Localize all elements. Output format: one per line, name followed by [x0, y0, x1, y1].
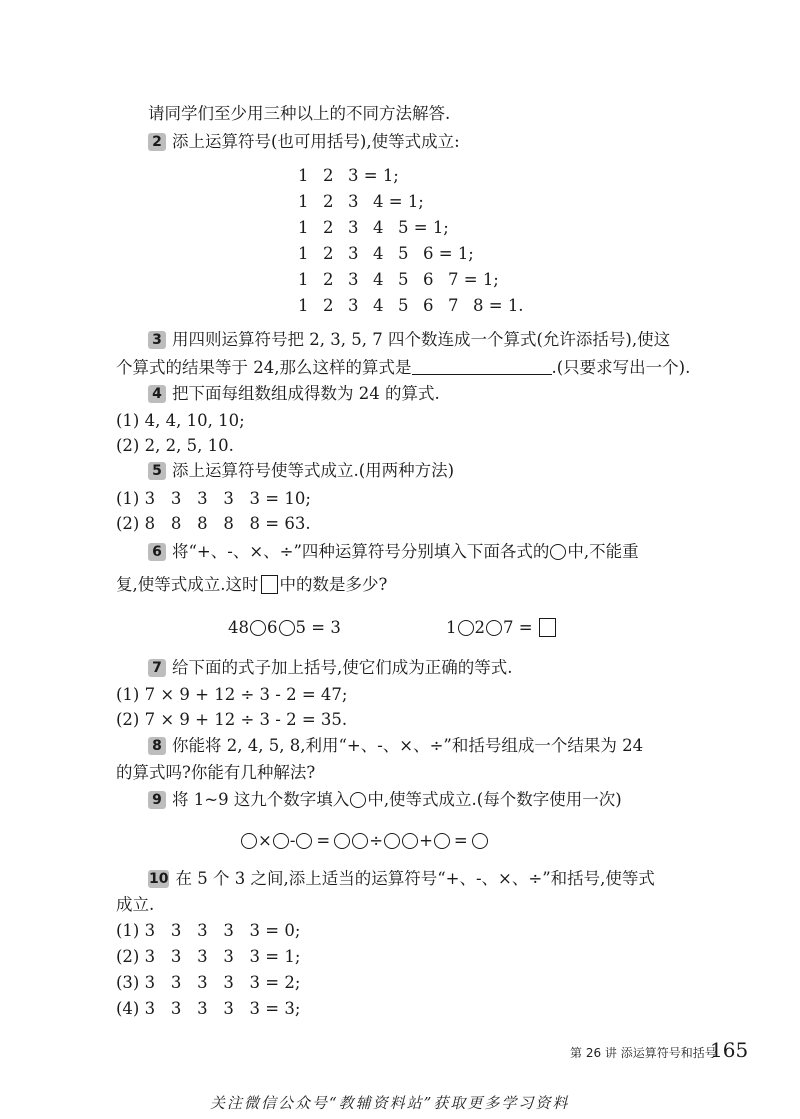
- intro-text: 请同学们至少用三种以上的不同方法解答.: [148, 104, 451, 123]
- equation-term: 6: [423, 296, 434, 315]
- circle-placeholder: [550, 544, 566, 560]
- question-text: 中,不能重: [567, 542, 639, 561]
- question-number: 6: [148, 543, 166, 561]
- question-9: [148, 790, 622, 810]
- equation-term: 3: [348, 270, 359, 289]
- equation-term: 1: [298, 166, 309, 185]
- equation-term: 1: [446, 618, 457, 637]
- question-3-line2: [116, 358, 690, 378]
- question-10: [148, 869, 655, 889]
- equation-term: 2: [323, 166, 334, 185]
- question-text: 添上运算符号(也可用括号),使等式成立:: [172, 132, 460, 151]
- list-item: (2) 2, 2, 5, 10.: [116, 436, 234, 455]
- question-number: 9: [148, 791, 166, 809]
- equation-term: 3: [348, 244, 359, 263]
- equation-term: 5 = 1;: [398, 218, 449, 237]
- question-text: 中的数是多少?: [279, 575, 388, 594]
- equation-6a: [228, 618, 341, 638]
- equation-row: [298, 244, 474, 264]
- equation-row: [298, 270, 499, 290]
- equation-term: 7 =: [503, 618, 533, 637]
- question-text: 个算式的结果等于 24,那么这样的算式是: [116, 358, 412, 377]
- equation-term: 2: [323, 218, 334, 237]
- circle-blank[interactable]: [486, 620, 502, 636]
- question-text: 用四则运算符号把 2, 3, 5, 7 四个数连成一个算式(允许添括号),使这: [172, 330, 671, 349]
- operator: ×: [258, 831, 272, 850]
- question-5: [148, 461, 454, 481]
- equation-term: 5 = 3: [295, 618, 341, 637]
- page-number: 165: [710, 1038, 749, 1062]
- circle-blank[interactable]: [352, 833, 368, 849]
- equation-term: 6 = 1;: [423, 244, 474, 263]
- question-text: 添上运算符号使等式成立.(用两种方法): [172, 461, 455, 480]
- question-3: [148, 330, 670, 350]
- operator: =: [453, 831, 468, 850]
- equation-row: [298, 296, 524, 316]
- equation-term: 7 = 1;: [448, 270, 499, 289]
- circle-blank[interactable]: [279, 620, 295, 636]
- question-number: 8: [148, 737, 166, 755]
- equation-term: 4 = 1;: [373, 192, 424, 211]
- question-text: .(只要求写出一个).: [551, 358, 691, 377]
- equation-term: 5: [398, 270, 409, 289]
- question-text: 复,使等式成立.这时: [116, 575, 259, 594]
- circle-blank[interactable]: [273, 833, 289, 849]
- question-number: 10: [149, 871, 169, 887]
- equation-term: 3: [348, 192, 359, 211]
- equation-term: 5: [398, 244, 409, 263]
- question-6: [148, 542, 639, 562]
- question-number: 7: [148, 659, 166, 677]
- box-blank[interactable]: [539, 618, 556, 637]
- circle-blank[interactable]: [458, 620, 474, 636]
- list-item: (1) 3 3 3 3 3 = 10;: [116, 489, 311, 508]
- question-text: 把下面每组数组成得数为 24 的算式.: [172, 384, 440, 403]
- operator: -: [289, 831, 296, 850]
- question-text: 在 5 个 3 之间,添上适当的运算符号“+、-、×、÷”和括号,使等式: [175, 869, 655, 888]
- equation-term: 3: [348, 218, 359, 237]
- circle-blank[interactable]: [334, 833, 350, 849]
- list-item: (4) 3 3 3 3 3 = 3;: [116, 999, 301, 1018]
- list-item: (1) 3 3 3 3 3 = 0;: [116, 921, 301, 940]
- equation-term: 7: [448, 296, 459, 315]
- circle-blank[interactable]: [241, 833, 257, 849]
- list-item: (1) 7 × 9 + 12 ÷ 3 - 2 = 47;: [116, 685, 348, 704]
- equation-term: 2: [323, 296, 334, 315]
- equation-term: 48: [228, 618, 249, 637]
- circle-placeholder: [350, 792, 366, 808]
- circle-blank[interactable]: [384, 833, 400, 849]
- watermark-text: 关注微信公众号“教辅资料站”获取更多学习资料: [210, 1094, 570, 1112]
- equation-term: 5: [398, 296, 409, 315]
- equation-term: 4: [373, 218, 384, 237]
- list-item: (1) 4, 4, 10, 10;: [116, 411, 245, 430]
- question-number: 3: [148, 331, 166, 349]
- question-2: [148, 132, 460, 152]
- list-item: (3) 3 3 3 3 3 = 2;: [116, 973, 301, 992]
- question-number: 5: [148, 462, 166, 480]
- circle-blank[interactable]: [434, 833, 450, 849]
- equation-term: 1: [298, 270, 309, 289]
- operator: +: [419, 831, 433, 850]
- equation-6b: [446, 618, 558, 638]
- question-text: 将 1~9 这九个数字填入: [172, 790, 350, 809]
- equation-term: 3: [348, 296, 359, 315]
- question-4: [148, 384, 440, 404]
- question-8-line2: 的算式吗?你能有几种解法?: [116, 763, 316, 782]
- equation-term: 1: [298, 218, 309, 237]
- equation-term: 1: [298, 244, 309, 263]
- operator: =: [316, 831, 331, 850]
- box-placeholder: [261, 575, 278, 594]
- circle-blank[interactable]: [250, 620, 266, 636]
- equation-term: 2: [323, 192, 334, 211]
- equation-term: 2: [323, 244, 334, 263]
- equation-row: [298, 166, 399, 186]
- equation-term: 4: [373, 296, 384, 315]
- question-number: 2: [148, 133, 166, 151]
- question-number: 4: [148, 385, 166, 403]
- equation-term: 8 = 1.: [473, 296, 524, 315]
- question-8: [148, 736, 643, 756]
- question-10-line2: 成立.: [116, 895, 155, 914]
- chapter-footer: 第 26 讲 添运算符号和括号: [570, 1046, 717, 1060]
- operator: ÷: [369, 831, 384, 850]
- question-text: 你能将 2, 4, 5, 8,利用“+、-、×、÷”和括号组成一个结果为 24: [172, 736, 644, 755]
- question-6-line2: [116, 575, 387, 595]
- equation-9: [240, 831, 489, 851]
- equation-term: 1: [298, 296, 309, 315]
- question-text: 给下面的式子加上括号,使它们成为正确的等式.: [172, 658, 513, 677]
- equation-term: 2: [323, 270, 334, 289]
- equation-row: [298, 192, 424, 212]
- circle-blank[interactable]: [402, 833, 418, 849]
- equation-row: [298, 218, 449, 238]
- equation-term: 6: [267, 618, 278, 637]
- equation-term: 2: [474, 618, 485, 637]
- list-item: (2) 3 3 3 3 3 = 1;: [116, 947, 301, 966]
- circle-blank[interactable]: [472, 833, 488, 849]
- question-7: [148, 658, 513, 678]
- question-text: 中,使等式成立.(每个数字使用一次): [367, 790, 622, 809]
- answer-blank[interactable]: [412, 358, 552, 375]
- equation-term: 4: [373, 270, 384, 289]
- equation-term: 4: [373, 244, 384, 263]
- equation-term: 6: [423, 270, 434, 289]
- question-text: 将“+、-、×、÷”四种运算符号分别填入下面各式的: [172, 542, 550, 561]
- circle-blank[interactable]: [296, 833, 312, 849]
- equation-term: 3 = 1;: [348, 166, 399, 185]
- list-item: (2) 7 × 9 + 12 ÷ 3 - 2 = 35.: [116, 710, 348, 729]
- list-item: (2) 8 8 8 8 8 = 63.: [116, 514, 311, 533]
- equation-term: 1: [298, 192, 309, 211]
